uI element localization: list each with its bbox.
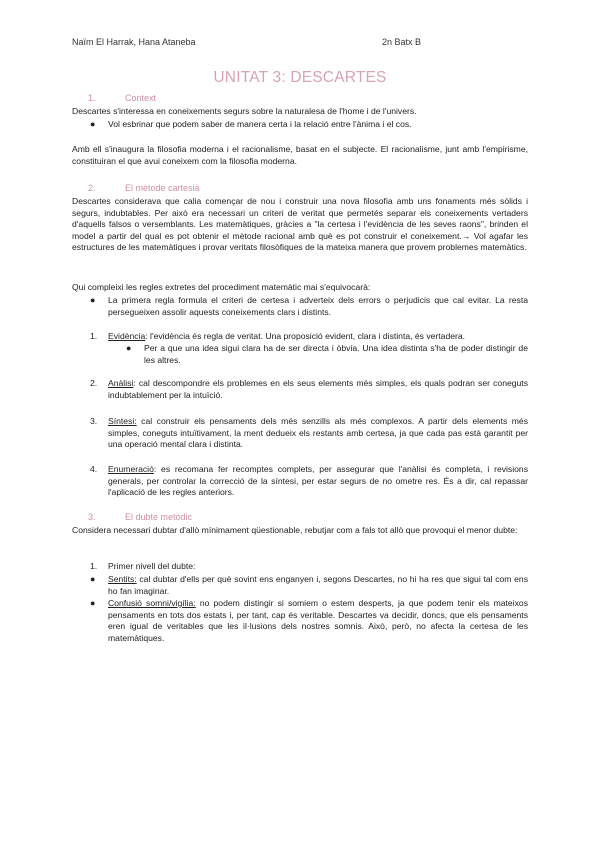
method-paragraph: Descartes considerava que calia començar de nou i construir una nova filosofia amb uns fonaments més sòlids i segurs, indubtables. Per això era necessari un criteri de veritat que permetés separar els coneixements vertaders d'aquells falsos o versemblants. Les matemàtiques, gràcies a "la certesa i l'evidència de les seves raons", brinden el model a partir del qual es pot obtenir el mètode racional amb què es pot construir el coneixement.→ Vol agafar les estructures de les matemàtiques i provar veritats filosòfiques de la mateixa manera que provem problemes matemàtics.: [72, 196, 528, 252]
rule-evidencia: [108, 331, 528, 343]
section-heading-method: [88, 183, 200, 195]
bullet-icon: ●: [90, 295, 96, 305]
section-title: Context: [125, 93, 157, 103]
rule-term: Anàlisi: [108, 378, 134, 388]
header-authors: Naïm El Harrak, Hana Ataneba: [72, 37, 196, 47]
doubt-text: no podem distingir si somiem o estem desperts, ja que podem tenir els mateixos pensaments en tots dos estats i, per tant, cap és veritable. Descartes va decidir, doncs, que els pensaments eren igual de veritables que les il·lusions dels nostres somnis. Això, però, no afecta la certesa de les matemàtiques.: [108, 598, 528, 643]
doubt-text: cal dubtar d'ells per què sovint ens enganyen i, segons Descartes, no hi ha res que sigui tal com ens ho fan imaginar.: [108, 574, 528, 596]
section-number: 2.: [88, 183, 96, 193]
page-title: UNITAT 3: DESCARTES: [213, 69, 387, 86]
header-course: 2n Batx B: [382, 37, 422, 47]
bullet-icon: ●: [90, 119, 96, 129]
doubt-level: Primer nivell del dubte:: [108, 561, 196, 571]
context-intro: Descartes s'interessa en coneixements segurs sobre la naturalesa de l'home i de l'univers.: [72, 106, 417, 116]
context-bullet: Vol esbrinar que podem saber de manera certa i la relació entre l'ànima i el cos.: [108, 119, 412, 129]
rule-enumeracio: [108, 464, 528, 499]
bullet-icon: ●: [90, 598, 96, 608]
section-heading-doubt: [88, 512, 192, 524]
section-number: 3.: [88, 512, 96, 522]
rule-text: : cal descompondre els problemes en els seus elements més simples, els quals podran ser coneguts indubtablement per la intuïció.: [108, 378, 528, 400]
section-number: 1.: [88, 93, 96, 103]
rule-text: cal construir els pensaments dels més senzills als més complexos. A partir dels elements més simples, coneguts intuïtivament, la ment dedueix els restants amb certesa, ja que cada pas està garantit per una operació mental clara i distinta.: [108, 416, 528, 449]
section-title: El dubte metòdic: [125, 512, 193, 522]
section-title: El mètode cartesià: [125, 183, 200, 193]
doubt-term: Confusió somni/vigília:: [108, 598, 196, 608]
method-question: Qui compleixi les regles extretes del procediment matemàtic mai s'equivocarà:: [72, 282, 371, 292]
method-bullet: La primera regla formula el criteri de certesa i adverteix dels errors o perjudicis que cal evitar. La resta persegueixen assolir aquests coneixements clars i distints.: [108, 295, 528, 317]
doubt-term: Sentits:: [108, 574, 137, 584]
rule-text: : es recomana fer recomptes complets, per assegurar que l'anàlisi és completa, i revisions generals, per controlar la correcció de la síntesi, per estar segurs de no ometre res. És a dir, cal repassar l'aplicació de les regles anteriors.: [108, 464, 528, 497]
rule-number: 3.: [90, 416, 98, 426]
bullet-icon: ●: [90, 574, 96, 584]
doubt-paragraph: Considera necessari dubtar d'allò mínimament qüestionable, rebutjar com a fals tot allò que provoqui el menor dubte:: [72, 525, 518, 535]
rule-term: Síntesi:: [108, 416, 137, 426]
rule-number: 1.: [90, 331, 98, 341]
rule-text: : l'evidència és regla de veritat. Una proposició evident, clara i distinta, és vertadera.: [145, 331, 466, 341]
doubt-somni: [108, 598, 528, 644]
rule-number: 2.: [90, 378, 98, 388]
rule-term: Evidència: [108, 331, 146, 341]
rule-sintesi: [108, 416, 528, 451]
doubt-sentits: [108, 574, 528, 597]
rule-term: Enumeració: [108, 464, 154, 474]
rule-subbullet: Per a que una idea sigui clara ha de ser directa i òbvia. Una idea distinta s'ha de poder distingir de les altres.: [144, 343, 528, 365]
section-heading-context: [88, 93, 156, 105]
rule-number: 4.: [90, 464, 98, 474]
context-paragraph: Amb ell s'inaugura la filosofia moderna i el racionalisme, basat en el subjecte. El racionalisme, junt amb l'empirisme, constituiran el que avui coneixem com la filosofia moderna.: [72, 144, 528, 166]
rule-analisi: [108, 378, 528, 401]
level-number: 1.: [90, 561, 98, 571]
bullet-icon: ●: [126, 343, 132, 353]
